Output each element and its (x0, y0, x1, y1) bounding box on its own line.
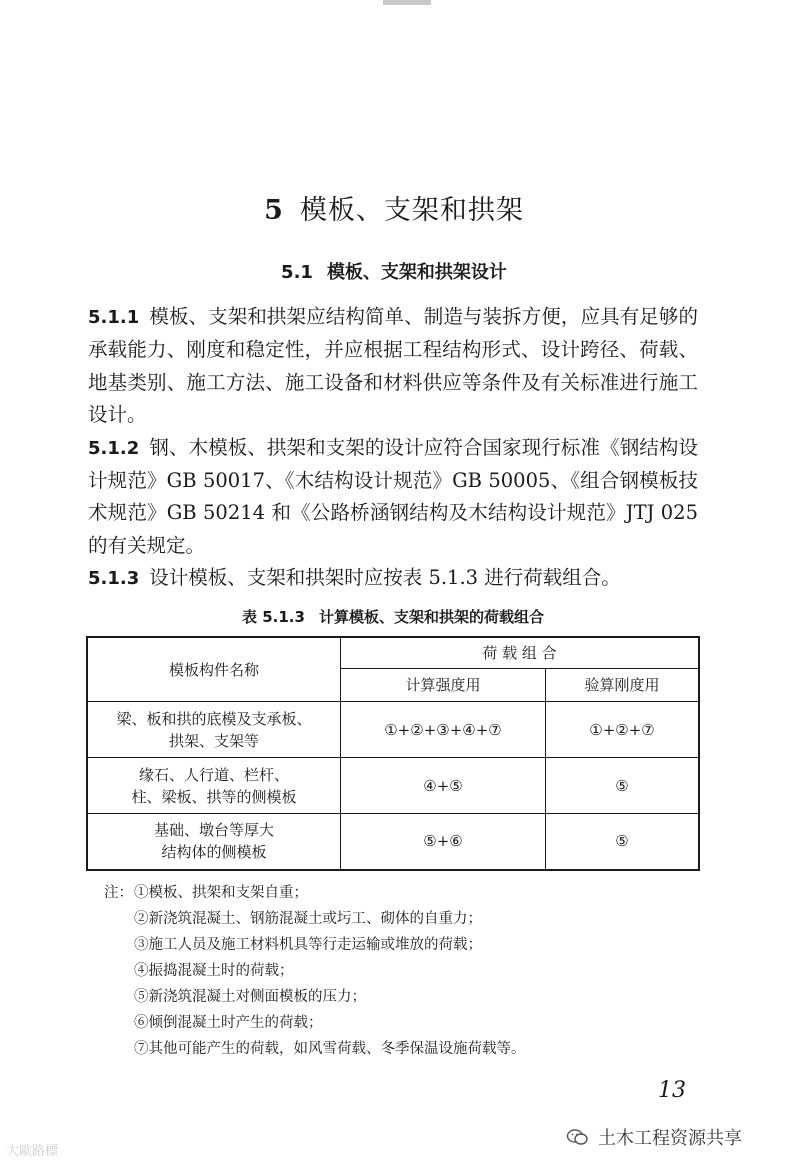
header-strength: 计算强度用 (341, 669, 546, 702)
table-notes (104, 880, 526, 1062)
note-item (104, 880, 526, 906)
component-line: 结构体的侧模板 (161, 843, 267, 862)
note-item (104, 1036, 526, 1062)
header-stiffness: 验算刚度用 (546, 669, 700, 702)
stiffness-cell: ⑤ (546, 814, 700, 870)
clause-5-1-2 (88, 432, 698, 563)
notes-label: 注： (104, 885, 133, 901)
clause-5-1-1 (88, 301, 698, 432)
watermark-right-text: 土木工程资源共享 (598, 1128, 742, 1149)
chapter-number: 5 (264, 195, 284, 226)
watermark-right (566, 1124, 742, 1150)
clause-text: 设计模板、支架和拱架时应按表 5.1.3 进行荷载组合。 (149, 566, 621, 590)
section-number: 5.1 (281, 262, 313, 283)
stiffness-cell: ⑤ (546, 758, 700, 814)
note-item (104, 932, 526, 958)
strength-cell: ④+⑤ (341, 758, 546, 814)
watermark-left: 大歐路標 (6, 1144, 59, 1159)
component-cell (87, 758, 341, 814)
load-combination-table (86, 636, 700, 871)
note-text: ③施工人员及施工材料机具等行走运输或堆放的荷载； (134, 937, 482, 953)
note-text: ⑥倾倒混凝土时产生的荷载； (134, 1015, 323, 1031)
component-line: 梁、板和拱的底模及支承板、 (116, 709, 312, 728)
note-item (104, 984, 526, 1010)
table-title: 计算模板、支架和拱架的荷载组合 (318, 608, 544, 626)
strength-cell: ①+②+③+④+⑦ (341, 702, 546, 758)
table-row (87, 758, 699, 814)
stiffness-cell: ①+②+⑦ (546, 702, 700, 758)
note-text: ⑦其他可能产生的荷载，如风雪荷载、冬季保温设施荷载等。 (134, 1041, 526, 1057)
strength-cell: ⑤+⑥ (341, 814, 546, 870)
header-component-name: 模板构件名称 (87, 637, 341, 702)
chapter-title (0, 188, 788, 227)
component-line: 基础、墩台等厚大 (153, 821, 274, 840)
chapter-title-text: 模板、支架和拱架 (299, 195, 524, 226)
section-title (0, 258, 788, 284)
note-text: ⑤新浇筑混凝土对侧面模板的压力； (134, 989, 366, 1005)
component-line: 拱架、支架等 (168, 731, 259, 750)
clause-number: 5.1.2 (88, 437, 140, 459)
component-line: 缘石、人行道、栏杆、 (138, 765, 289, 784)
note-item (104, 906, 526, 932)
table-row (87, 702, 699, 758)
note-text: ①模板、拱架和支架自重； (134, 885, 308, 901)
clause-number: 5.1.1 (88, 307, 140, 328)
clause-body (88, 301, 698, 596)
table-number: 表 5.1.3 (242, 608, 305, 626)
table-row (87, 814, 699, 870)
note-text: ②新浇筑混凝土、钢筋混凝土或圬工、砌体的自重力； (134, 911, 482, 927)
component-cell (87, 814, 341, 870)
note-item (104, 958, 526, 984)
table-caption (88, 606, 698, 627)
component-line: 柱、梁板、拱等的侧模板 (131, 787, 297, 806)
clause-text: 钢、木模板、拱架和支架的设计应符合国家现行标准《钢结构设计规范》GB 50017、《木结构设计规范》GB 50005、《组合钢模板技术规范》GB 50214 和《公路桥涵钢结构及木结构设计规范》JTJ 025 的有关规定。 (88, 435, 698, 557)
clause-5-1-3 (88, 562, 698, 595)
top-edge-mark (383, 0, 431, 5)
note-text: ④振捣混凝土时的荷载； (134, 963, 294, 979)
section-title-text: 模板、支架和拱架设计 (326, 262, 507, 283)
wechat-icon (566, 1128, 588, 1146)
component-cell (87, 702, 341, 758)
clause-number: 5.1.3 (88, 568, 140, 590)
note-item (104, 1010, 526, 1036)
clause-text: 模板、支架和拱架应结构简单、制造与装拆方便，应具有足够的承载能力、刚度和稳定性，并应根据工程结构形式、设计跨径、荷载、地基类别、施工方法、施工设备和材料供应等条件及有关标准进行施工设计。 (88, 305, 698, 427)
page-number: 13 (658, 1078, 686, 1103)
header-load-combination: 荷 载 组 合 (341, 637, 700, 669)
